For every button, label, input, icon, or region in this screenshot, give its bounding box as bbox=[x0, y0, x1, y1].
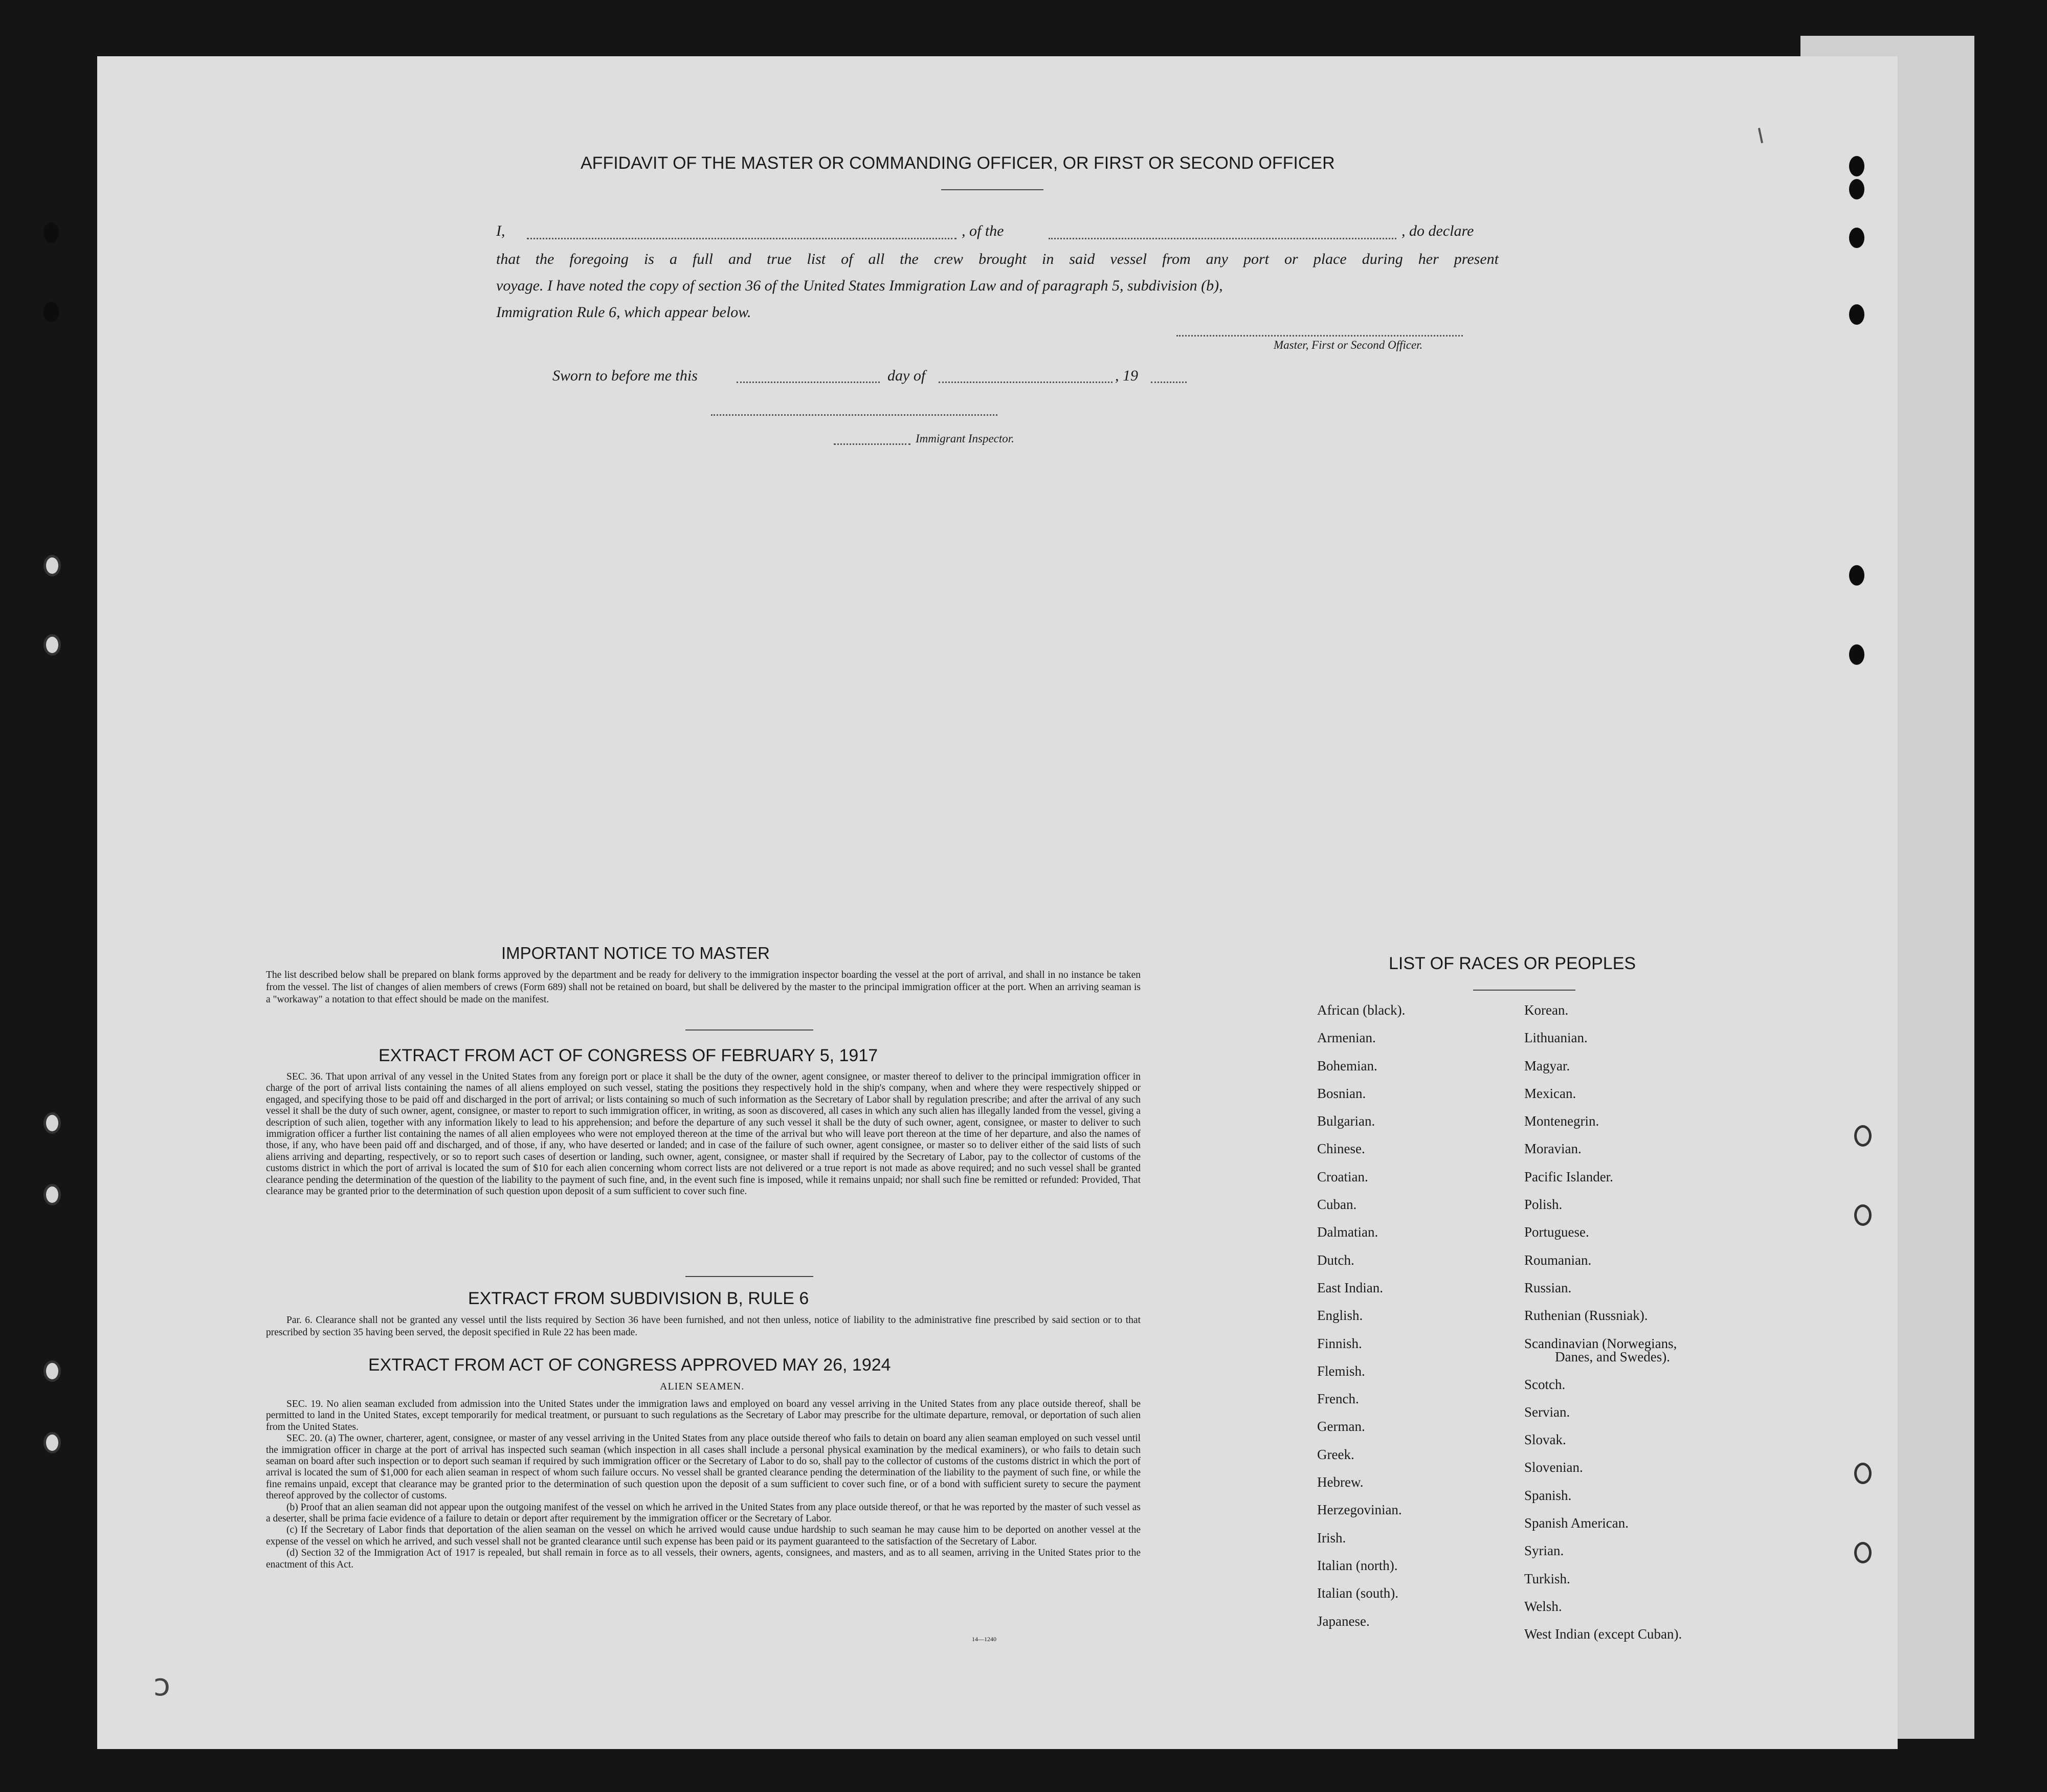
binder-hole bbox=[1849, 179, 1864, 199]
affidavit-line-2: that the foregoing is a full and true list of all the crew brought in said vessel from any port or place during her present bbox=[496, 251, 1499, 267]
race-item: Ruthenian (Russniak). bbox=[1524, 1308, 1648, 1324]
race-item: Croatian. bbox=[1317, 1169, 1368, 1184]
sworn-day-field[interactable] bbox=[737, 382, 880, 383]
race-item: Japanese. bbox=[1317, 1613, 1370, 1629]
binder-hole bbox=[43, 1184, 61, 1205]
rule6-title: EXTRACT FROM SUBDIVISION B, RULE 6 bbox=[468, 1289, 809, 1308]
race-item: Slovak. bbox=[1524, 1432, 1566, 1448]
race-item: Montenegrin. bbox=[1524, 1113, 1599, 1129]
vessel-label: , of the bbox=[962, 222, 1004, 239]
affidavit-line-4: Immigration Rule 6, which appear below. bbox=[496, 304, 751, 321]
extract-1917-title: EXTRACT FROM ACT OF CONGRESS OF FEBRUARY 5, 1917 bbox=[379, 1046, 878, 1065]
race-item: Italian (south). bbox=[1317, 1585, 1398, 1601]
race-item: Pacific Islander. bbox=[1524, 1169, 1613, 1184]
race-item: Scandinavian (Norwegians, bbox=[1524, 1335, 1677, 1351]
binder-hole bbox=[1854, 1542, 1872, 1563]
race-item: Russian. bbox=[1524, 1280, 1572, 1295]
affidavit-line-3: voyage. I have noted the copy of section 36 of the United States Immigration Law and of paragraph 5, subdivision (b), bbox=[496, 277, 1223, 294]
sec20d-text: (d) Section 32 of the Immigration Act of 1917 is repealed, but shall remain in force as to all vessels, their owners, agents, consignees, and masters, and as to all seamen, arriving in the United States prior to the enactment of this Act. bbox=[266, 1548, 1141, 1570]
race-item: Bohemian. bbox=[1317, 1058, 1377, 1073]
race-item: Hebrew. bbox=[1317, 1474, 1364, 1490]
day-of-label: day of bbox=[887, 367, 926, 384]
race-item: East Indian. bbox=[1317, 1280, 1383, 1295]
race-item: Dutch. bbox=[1317, 1252, 1354, 1268]
sec20a-text: SEC. 20. (a) The owner, charterer, agent, consignee, or master of any vessel arriving in the United States from any place outside thereof who fails to detain on board any alien seaman employed on such vessel until the immigration officer in charge at the port of arrival has inspected such seaman (which inspection in all cases shall include a personal physical examination by the medical examiners), or who fails to detain such seaman on board after such inspection or to deport such seaman if required by such immigration officer or the Secretary of Labor to do so, shall pay to the collector of customs of the customs district in which the port of arrival is located the sum of $1,000 for each alien seaman in respect of whom such failure occurs. No vessel shall be granted clearance pending the determination of the liability to the payment of such fine, or while the fine remains unpaid, except that clearance may be granted prior to the determination of such question upon the deposit of a sum sufficient to cover such fine, or of a bond with sufficient surety to secure the payment thereof approved by the collector of customs. bbox=[266, 1433, 1141, 1502]
binder-hole bbox=[1854, 1204, 1872, 1226]
inspector-label: Immigrant Inspector. bbox=[916, 432, 1014, 445]
race-item: Roumanian. bbox=[1524, 1252, 1592, 1268]
affidavit-title: AFFIDAVIT OF THE MASTER OR COMMANDING OFFICER, OR FIRST OR SECOND OFFICER bbox=[581, 153, 1335, 173]
race-item: Greek. bbox=[1317, 1446, 1354, 1462]
binder-hole bbox=[1854, 1463, 1872, 1484]
binder-hole bbox=[43, 634, 61, 656]
race-item: Chinese. bbox=[1317, 1141, 1365, 1157]
binder-hole bbox=[43, 1360, 61, 1382]
binder-hole bbox=[43, 1112, 61, 1134]
notice-title: IMPORTANT NOTICE TO MASTER bbox=[501, 944, 770, 962]
master-signature-field[interactable] bbox=[1176, 335, 1463, 337]
race-item: Slovenian. bbox=[1524, 1460, 1583, 1475]
extract-1924-text bbox=[266, 1399, 1141, 1571]
race-item: Irish. bbox=[1317, 1530, 1346, 1545]
title-underline bbox=[941, 189, 1043, 190]
notice-divider bbox=[685, 1029, 813, 1031]
race-item: Spanish American. bbox=[1524, 1515, 1629, 1531]
binder-hole bbox=[1849, 644, 1864, 665]
extract-1924-title: EXTRACT FROM ACT OF CONGRESS APPROVED MAY 26, 1924 bbox=[368, 1355, 891, 1375]
race-item: Bulgarian. bbox=[1317, 1113, 1375, 1129]
extract-1917-text: SEC. 36. That upon arrival of any vessel in the United States from any foreign port or place it shall be the duty of the owner, agent consignee, or master thereof to deliver to the principal immigration officer in charge of the port of arrival lists containing the names of all aliens employed on such vessel, stating the positions they respectively hold in the ship's company, when and where they were respectively shipped or engaged, and specifying those to be paid off and discharged in the port of arrival; or lists containing so much of such information as the Secretary of Labor shall by regulation prescribe; and after the arrival of any such vessel it shall be the duty of such owner, agent, consignee, or master to report to such immigration officer, in writing, as soon as discovered, all cases in which any such alien has illegally landed from the vessel, giving a description of such alien, together with any information likely to lead to his apprehension; and before the departure of any such vessel it shall be the duty of such owner, agent, consignee, or master to deliver to such immigration officer a further list containing the names of all alien employees who were not employed thereon at the time of the arrival but who will leave port thereon at the time of her departure, and also the names of those, if any, who have been paid off and discharged, and of those, if any, who have deserted or landed; and in case of the failure of such owner, agent consignee, or master so to deliver either of the said lists of such aliens arriving and departing, respectively, or so to report such cases of desertion or landing, such owner, agent, consignee, or master shall if required by the Secretary of Labor, pay to the collector of customs of the customs district in which the port of arrival is located the sum of $10 for each alien concerning whom correct lists are not delivered or a true report is not made as above required; and no such vessel shall be granted clearance pending the determination of the question of the liability to the payment of such fine, and, in the event such fine is imposed, while it remains unpaid; nor shall such fine be remitted or refunded: Provided, That clearance may be granted prior to the determination of such question upon deposit of a sum sufficient to cover such fine. bbox=[266, 1071, 1141, 1197]
races-title: LIST OF RACES OR PEOPLES bbox=[1389, 954, 1636, 973]
sworn-month-field[interactable] bbox=[939, 382, 1112, 383]
race-item: Bosnian. bbox=[1317, 1085, 1366, 1101]
form-page bbox=[97, 56, 1898, 1749]
binder-hole bbox=[1849, 304, 1864, 325]
rule6-text: Par. 6. Clearance shall not be granted any vessel until the lists required by Section 36 have been furnished, and not then unless, notice of liability to the administrative fine prescribed by said section or to that prescribed by section 35 having been served, the deposit specified in Rule 22 has been made. bbox=[266, 1315, 1141, 1338]
binder-hole bbox=[1849, 565, 1864, 586]
race-item: Welsh. bbox=[1524, 1598, 1562, 1614]
declare-label: , do declare bbox=[1401, 222, 1474, 239]
race-item: German. bbox=[1317, 1419, 1365, 1435]
declarant-name-field[interactable] bbox=[527, 238, 956, 239]
year-label: , 19 bbox=[1115, 367, 1138, 384]
sworn-label: Sworn to before me this bbox=[552, 367, 698, 384]
races-left-column bbox=[1317, 996, 1405, 1635]
race-item: Cuban. bbox=[1317, 1197, 1357, 1213]
race-item: West Indian (except Cuban). bbox=[1524, 1626, 1682, 1642]
binder-hole bbox=[43, 1432, 61, 1453]
inspector-signature-field[interactable] bbox=[711, 414, 997, 416]
binder-hole bbox=[43, 302, 59, 322]
race-item: Flemish. bbox=[1317, 1363, 1365, 1379]
race-item: Turkish. bbox=[1524, 1571, 1570, 1586]
extract-1917-divider bbox=[685, 1276, 813, 1277]
race-item: Lithuanian. bbox=[1524, 1030, 1588, 1046]
races-right-column bbox=[1524, 996, 1682, 1648]
race-item: Magyar. bbox=[1524, 1058, 1570, 1073]
race-item: Servian. bbox=[1524, 1404, 1570, 1420]
binder-hole bbox=[1849, 228, 1864, 248]
handwritten-mark: ↄ bbox=[153, 1667, 170, 1703]
race-item: Herzegovinian. bbox=[1317, 1502, 1402, 1518]
extract-1924-subtitle: ALIEN SEAMEN. bbox=[660, 1381, 745, 1392]
race-item: Danes, and Swedes). bbox=[1555, 1349, 1670, 1364]
race-item: Scotch. bbox=[1524, 1376, 1566, 1392]
races-divider bbox=[1473, 990, 1575, 991]
declarant-label: I, bbox=[496, 222, 505, 239]
binder-hole bbox=[1849, 156, 1864, 176]
race-item: Syrian. bbox=[1524, 1543, 1564, 1559]
inspector-dotted-lead bbox=[834, 443, 910, 445]
binder-hole bbox=[1854, 1125, 1872, 1147]
race-item: Dalmatian. bbox=[1317, 1224, 1378, 1240]
binder-hole bbox=[43, 222, 59, 243]
master-signature-label: Master, First or Second Officer. bbox=[1274, 339, 1423, 351]
race-item: Moravian. bbox=[1524, 1141, 1582, 1157]
sec20b-text: (b) Proof that an alien seaman did not appear upon the outgoing manifest of the vessel on which he arrived in the United States from any place outside thereof, or that he was reported by the master of such vessel as a deserter, shall be prima facie evidence of a failure to detain or deport after requirement by the immigration officer or the Secretary of Labor. bbox=[266, 1502, 1141, 1525]
race-item: Polish. bbox=[1524, 1197, 1563, 1213]
form-number: 14—1240 bbox=[972, 1636, 996, 1643]
race-item: African (black). bbox=[1317, 1002, 1406, 1018]
race-item: Spanish. bbox=[1524, 1487, 1572, 1503]
race-item: Portuguese. bbox=[1524, 1224, 1589, 1240]
race-item: Armenian. bbox=[1317, 1030, 1376, 1046]
race-item: English. bbox=[1317, 1308, 1363, 1324]
sworn-year-field[interactable] bbox=[1151, 382, 1187, 383]
notice-text: The list described below shall be prepared on blank forms approved by the department and be ready for delivery to the immigration inspector boarding the vessel at the port of arrival, and shall in no instance be taken from the vessel. The list of changes of alien members of crews (Form 689) shall not be retained on board, but shall be delivered by the master to the principal immigration officer at the port. When an arriving seaman is a "workaway" a notation to that effect should be made on the manifest. bbox=[266, 970, 1141, 1005]
binder-hole bbox=[43, 555, 61, 576]
race-item: Italian (north). bbox=[1317, 1557, 1398, 1573]
race-item: Mexican. bbox=[1524, 1085, 1576, 1101]
sec19-text: SEC. 19. No alien seaman excluded from admission into the United States under the immigration laws and employed on board any vessel arriving in the United States from any place outside thereof, shall be permitted to land in the United States, except temporarily for medical treatment, or pursuant to such regulations as the Secretary of Labor may prescribe for the ultimate departure, removal, or deportation of such alien from the United States. bbox=[266, 1399, 1141, 1432]
sec20c-text: (c) If the Secretary of Labor finds that deportation of the alien seaman on the vessel on which he arrived would cause undue hardship to such seaman he may cause him to be deported on another vessel at the expense of the vessel on which he arrived, and such vessel shall not be granted clearance until such expense has been paid or its payment guaranteed to the satisfaction of the Secretary of Labor. bbox=[266, 1525, 1141, 1547]
vessel-name-field[interactable] bbox=[1049, 238, 1396, 239]
race-item: French. bbox=[1317, 1391, 1359, 1407]
race-item: Korean. bbox=[1524, 1002, 1569, 1018]
race-item: Finnish. bbox=[1317, 1335, 1362, 1351]
pencil-tick-mark bbox=[1758, 128, 1763, 143]
